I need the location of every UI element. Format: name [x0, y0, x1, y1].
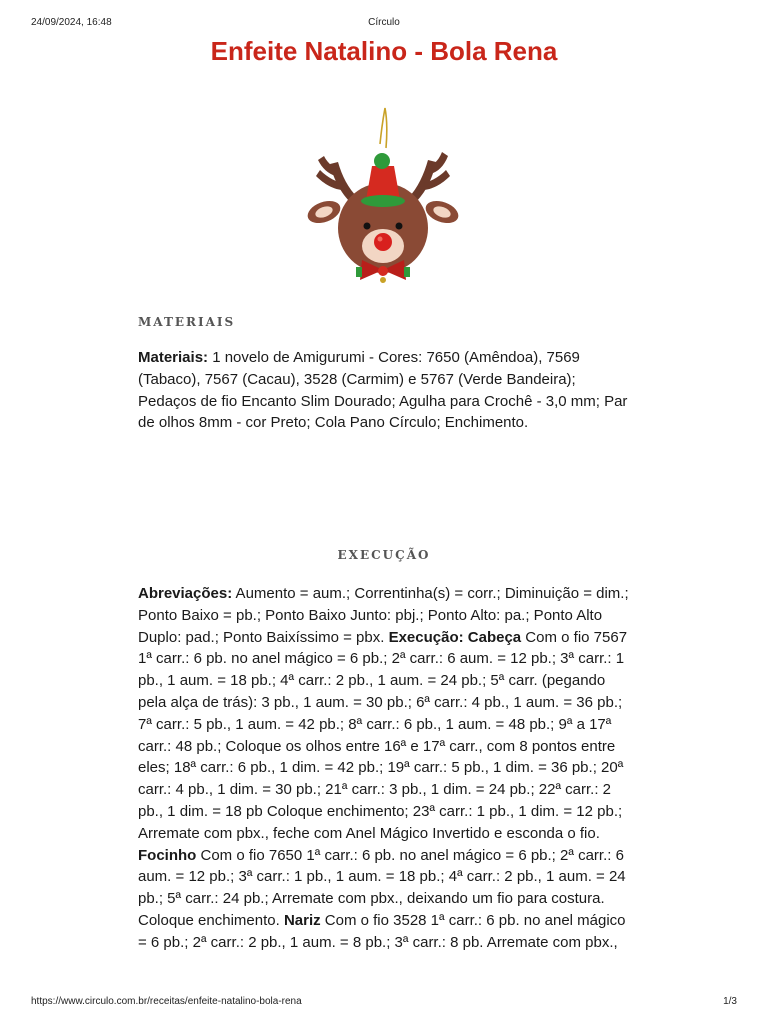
- materials-label: Materiais:: [138, 349, 209, 366]
- materials-paragraph: [138, 347, 634, 434]
- abbreviations-label: Abreviações:: [138, 585, 233, 602]
- head-instructions-text: Com o fio 7567 1ª carr.: 6 pb. no anel mágico = 6 pb.; 2ª carr.: 6 aum. = 12 pb.; 3ª carr.: 1 pb., 1 aum. = 18 pb.; 4ª carr.: 2 pb., 1 aum. = 24 pb.; 5ª carr. (pegando pela alça de trás): 3 pb., 1 aum. = 30 pb.; 6ª carr.: 4 pb., 1 aum. = 36 pb.; 7ª carr.: 5 pb., 1 aum. = 42 pb.; 8ª carr.: 6 pb., 1 aum. = 48 pb.; 9ª a 17ª carr.: 48 pb.; Coloque os olhos entre 16ª e 17ª carr., com 8 pontos entre eles; 18ª carr.: 6 pb., 1 dim. = 42 pb.; 19ª carr.: 5 pb., 1 dim. = 36 pb.; 20ª carr.: 4 pb., 1 dim. = 30 pb.; 21ª carr.: 3 pb., 1 dim. = 24 pb.; 22ª carr.: 2 pb., 1 dim. = 18 pb Coloque enchimento; 23ª carr.: 1 pb., 1 dim. = 12 pb.; Arremate com pbx., feche com Anel Mágico Invertido e esconda o fio.: [138, 628, 628, 842]
- muzzle-label: Focinho: [138, 846, 197, 864]
- nose-label: Nariz: [283, 911, 321, 929]
- print-url: https://www.circulo.com.br/receitas/enfeite-natalino-bola-rena: [31, 996, 302, 1007]
- materials-text: 1 novelo de Amigurumi - Cores: 7650 (Amêndoa), 7569 (Tabaco), 7567 (Cacau), 3528 (Carmim) e 5767 (Verde Bandeira); Pedaços de fio Encanto Slim Dourado; Agulha para Crochê - 3,0 mm; Par de olhos 8mm - cor Preto; Cola Pano Círculo; Enchimento.: [138, 349, 628, 432]
- execution-section-heading: EXECUÇÃO: [337, 548, 431, 562]
- abbreviations-text: Aumento = aum.; Correntinha(s) = corr.; Diminuição = dim.; Ponto Baixo = pb.; Ponto Baixo Junto: pbj.; Ponto Alto: pa.; Ponto Alto Duplo: pad.; Ponto Baixíssimo = pbx.: [138, 585, 629, 646]
- execution-head-label: Execução: Cabeça: [388, 628, 522, 646]
- muzzle-instructions-text: Com o fio 7650 1ª carr.: 6 pb. no anel mágico = 6 pb.; 2ª carr.: 6 aum. = 12 pb.; 3ª carr.: 1 pb., 1 aum. = 18 pb.; 4ª carr.: 2 pb., 1 aum. = 24 pb.; 5ª carr.: 24 pb.; Arremate com pbx., deixando um fio para costura. Coloque enchimento.: [138, 846, 626, 929]
- nose-instructions-text: Com o fio 3528 1ª carr.: 6 pb. no anel mágico = 6 pb.; 2ª carr.: 2 pb., 1 aum. = 8 pb.; 3ª carr.: 8 pb. Arremate com pbx.,: [138, 911, 626, 951]
- materials-section-heading: MATERIAIS: [138, 315, 236, 329]
- print-header: [0, 17, 768, 31]
- page-title: Enfeite Natalino - Bola Rena: [210, 36, 558, 66]
- print-datetime: 24/09/2024, 16:48: [31, 17, 112, 28]
- print-footer: [0, 996, 768, 1010]
- print-page-number: 1/3: [723, 996, 737, 1007]
- reindeer-ornament-image: [244, 104, 524, 304]
- execution-paragraph: [138, 583, 634, 954]
- print-site-name: Círculo: [368, 17, 400, 28]
